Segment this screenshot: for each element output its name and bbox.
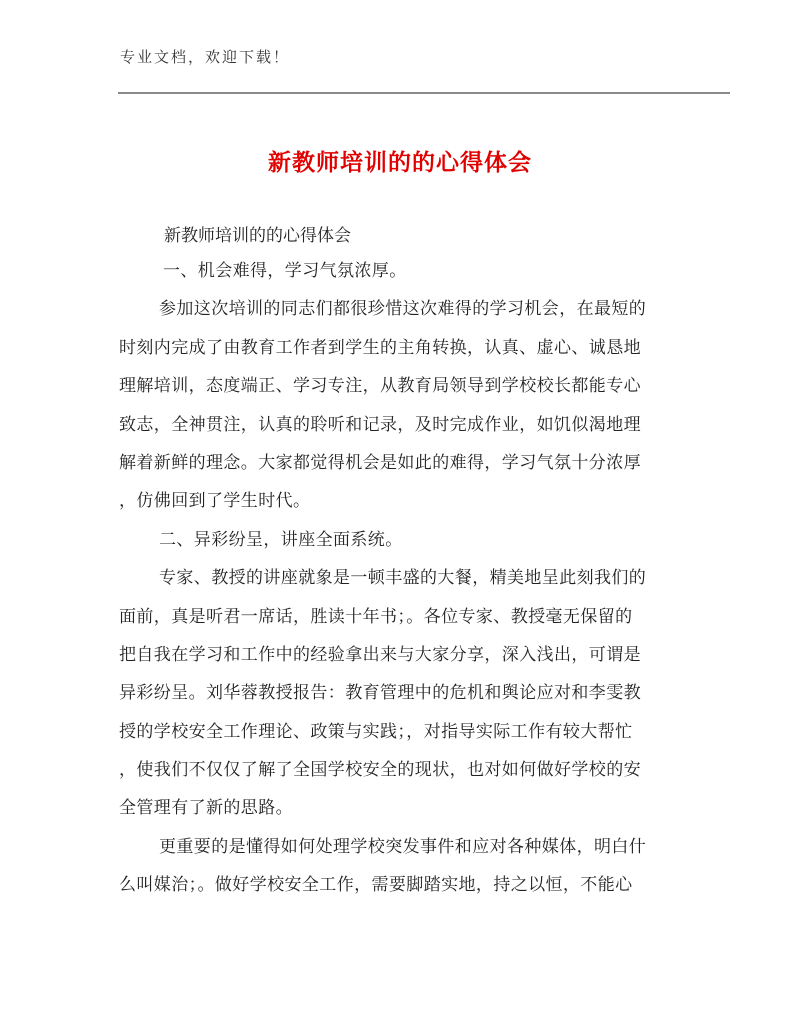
paragraph-line: 全管理有了新的思路。 (119, 798, 293, 819)
paragraph-line: 把自我在学习和工作中的经验拿出来与大家分享，深入浅出，可谓是 (119, 644, 641, 665)
document-title: 新教师培训的的心得体会 (268, 150, 532, 176)
section-heading-1: 一、机会难得，学习气氛浓厚。 (163, 261, 407, 281)
paragraph-line: 面前，真是听君一席话，胜读十年书；。各位专家、教授毫无保留的 (119, 606, 633, 627)
paragraph-line: 理解培训，态度端正、学习专注，从教育局领导到学校校长都能专心 (119, 376, 641, 397)
paragraph-line: 时刻内完成了由教育工作者到学生的主角转换，认真、虚心、诚恳地 (119, 337, 641, 358)
header-text: 专业文档，欢迎下载！ (120, 48, 291, 66)
paragraph-line: 授的学校安全工作理论、政策与实践；，对指导实际工作有较大帮忙 (119, 721, 633, 742)
header-divider (118, 92, 730, 94)
document-subtitle: 新教师培训的的心得体会 (164, 226, 351, 246)
document-body (119, 252, 669, 905)
paragraph-line: 异彩纷呈。刘华蓉教授报告：教育管理中的危机和舆论应对和李雯教 (119, 683, 641, 704)
paragraph-line: ，仿佛回到了学生时代。 (119, 491, 311, 512)
paragraph-line: 致志，全神贯注，认真的聆听和记录，及时完成作业，如饥似渴地理 (119, 414, 641, 435)
paragraph-line: 更重要的是懂得如何处理学校突发事件和应对各种媒体，明白什 (159, 836, 647, 857)
section-heading-2: 二、异彩纷呈，讲座全面系统。 (159, 529, 403, 550)
paragraph-line: 解着新鲜的理念。大家都觉得机会是如此的难得，学习气氛十分浓厚 (119, 452, 641, 473)
paragraph-line: 专家、教授的讲座就象是一顿丰盛的大餐，精美地呈此刻我们的 (159, 568, 647, 589)
paragraph-line: ，使我们不仅仅了解了全国学校安全的现状，也对如何做好学校的安 (119, 760, 641, 781)
paragraph-line: 么叫媒治；。做好学校安全工作，需要脚踏实地，持之以恒，不能心 (119, 875, 633, 896)
paragraph-line: 参加这次培训的同志们都很珍惜这次难得的学习机会，在最短的 (159, 299, 647, 320)
